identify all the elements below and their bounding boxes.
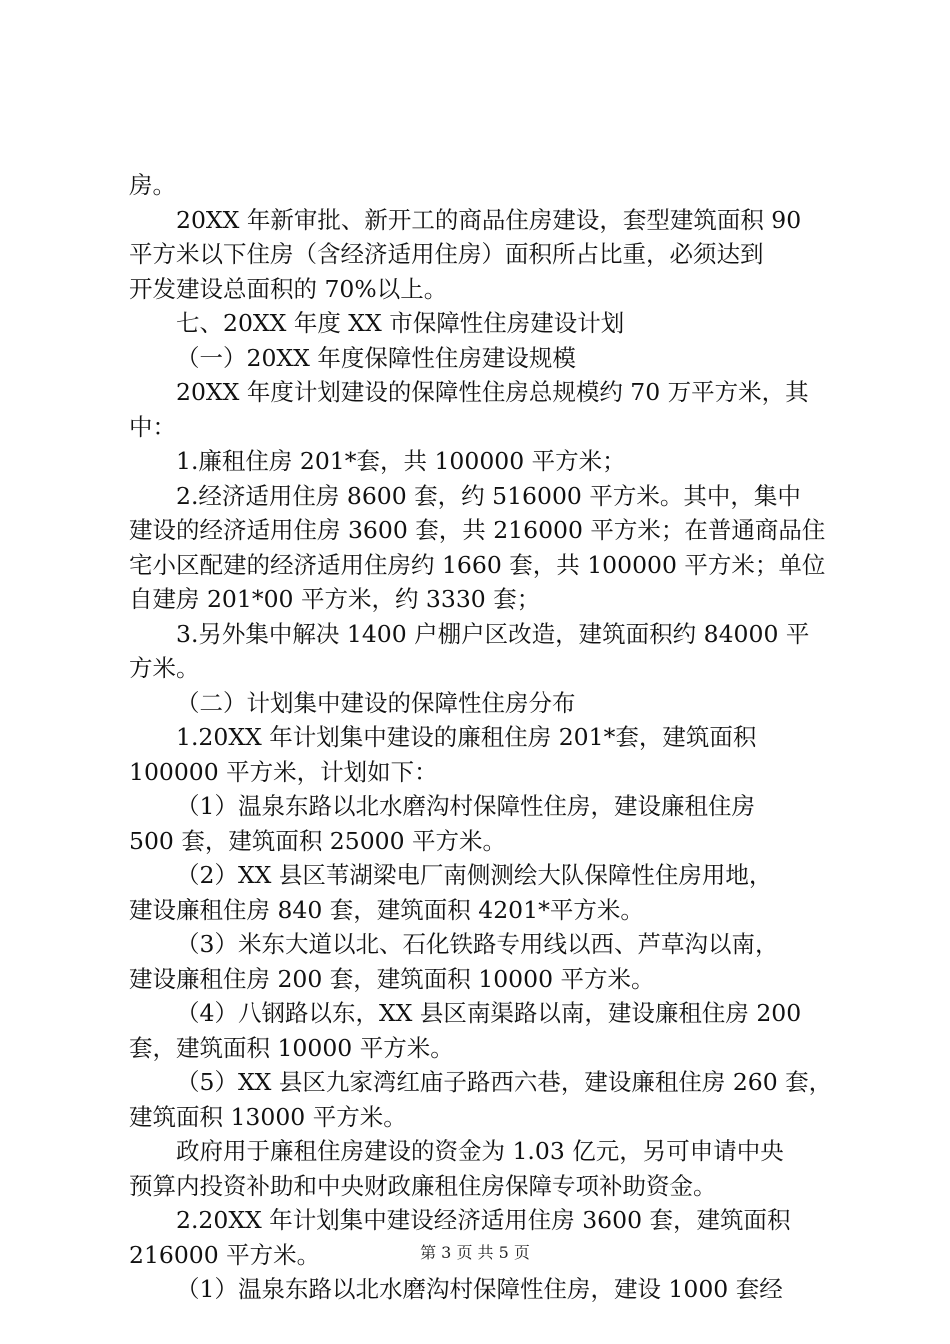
text-line: 平方米以下住房（含经济适用住房）面积所占比重，必须达到	[129, 240, 764, 268]
text-line: 房。	[129, 171, 176, 199]
text-line: 宅小区配建的经济适用住房约 1660 套，共 100000 平方米；单位	[129, 550, 826, 579]
text-line: （2）XX 县区苇湖梁电厂南侧测绘大队保障性住房用地，	[176, 861, 773, 889]
text-line: （一）20XX 年度保障性住房建设规模	[176, 343, 576, 372]
text-line: 政府用于廉租住房建设的资金为 1.03 亿元，另可申请中央	[176, 1137, 784, 1165]
text-line: （5）XX 县区九家湾红庙子路西六巷，建设廉租住房 260 套，	[176, 1068, 833, 1096]
text-line: 216000 平方米。	[129, 1240, 321, 1269]
text-line: 20XX 年度计划建设的保障性住房总规模约 70 万平方米，其	[176, 378, 809, 406]
text-line: 20XX 年新审批、新开工的商品住房建设，套型建筑面积 90	[176, 205, 802, 234]
text-line: 套，建筑面积 10000 平方米。	[129, 1033, 454, 1062]
text-line: 2.20XX 年计划集中建设经济适用住房 3600 套，建筑面积	[176, 1206, 791, 1234]
text-line: 自建房 201*00 平方米，约 3330 套；	[129, 585, 541, 613]
text-line: 2.经济适用住房 8600 套，约 516000 平方米。其中，集中	[176, 481, 801, 510]
text-line: 开发建设总面积的 70%以上。	[129, 274, 448, 303]
page-footer: 第 3 页 共 5 页	[420, 1243, 530, 1262]
text-line: 3.另外集中解决 1400 户棚户区改造，建筑面积约 84000 平	[176, 619, 810, 648]
text-line: （3）米东大道以北、石化铁路专用线以西、芦草沟以南，	[176, 930, 779, 958]
text-line: 中：	[129, 412, 176, 441]
text-line: 500 套，建筑面积 25000 平方米。	[129, 826, 507, 855]
text-line: 建设廉租住房 840 套，建筑面积 4201*平方米。	[129, 895, 644, 924]
text-line: （二）计划集中建设的保障性住房分布	[176, 688, 576, 717]
text-line: 七、20XX 年度 XX 市保障性住房建设计划	[176, 309, 625, 337]
text-line: 预算内投资补助和中央财政廉租住房保障专项补助资金。	[129, 1171, 717, 1200]
text-line: （1）温泉东路以北水磨沟村保障性住房，建设廉租住房	[176, 792, 755, 820]
text-line: 建设的经济适用住房 3600 套，共 216000 平方米；在普通商品住	[129, 516, 826, 544]
text-line: 1.廉租住房 201*套，共 100000 平方米；	[176, 447, 626, 475]
text-line: 建筑面积 13000 平方米。	[129, 1102, 407, 1131]
document-body	[129, 168, 841, 1307]
text-line: 方米。	[129, 654, 200, 682]
text-line: 1.20XX 年计划集中建设的廉租住房 201*套，建筑面积	[176, 723, 757, 751]
text-line: （4）八钢路以东，XX 县区南渠路以南，建设廉租住房 200	[176, 999, 802, 1027]
text-line: 100000 平方米，计划如下：	[129, 757, 438, 786]
text-line: （1）温泉东路以北水磨沟村保障性住房，建设 1000 套经	[176, 1275, 783, 1303]
text-line: 建设廉租住房 200 套，建筑面积 10000 平方米。	[129, 964, 655, 993]
